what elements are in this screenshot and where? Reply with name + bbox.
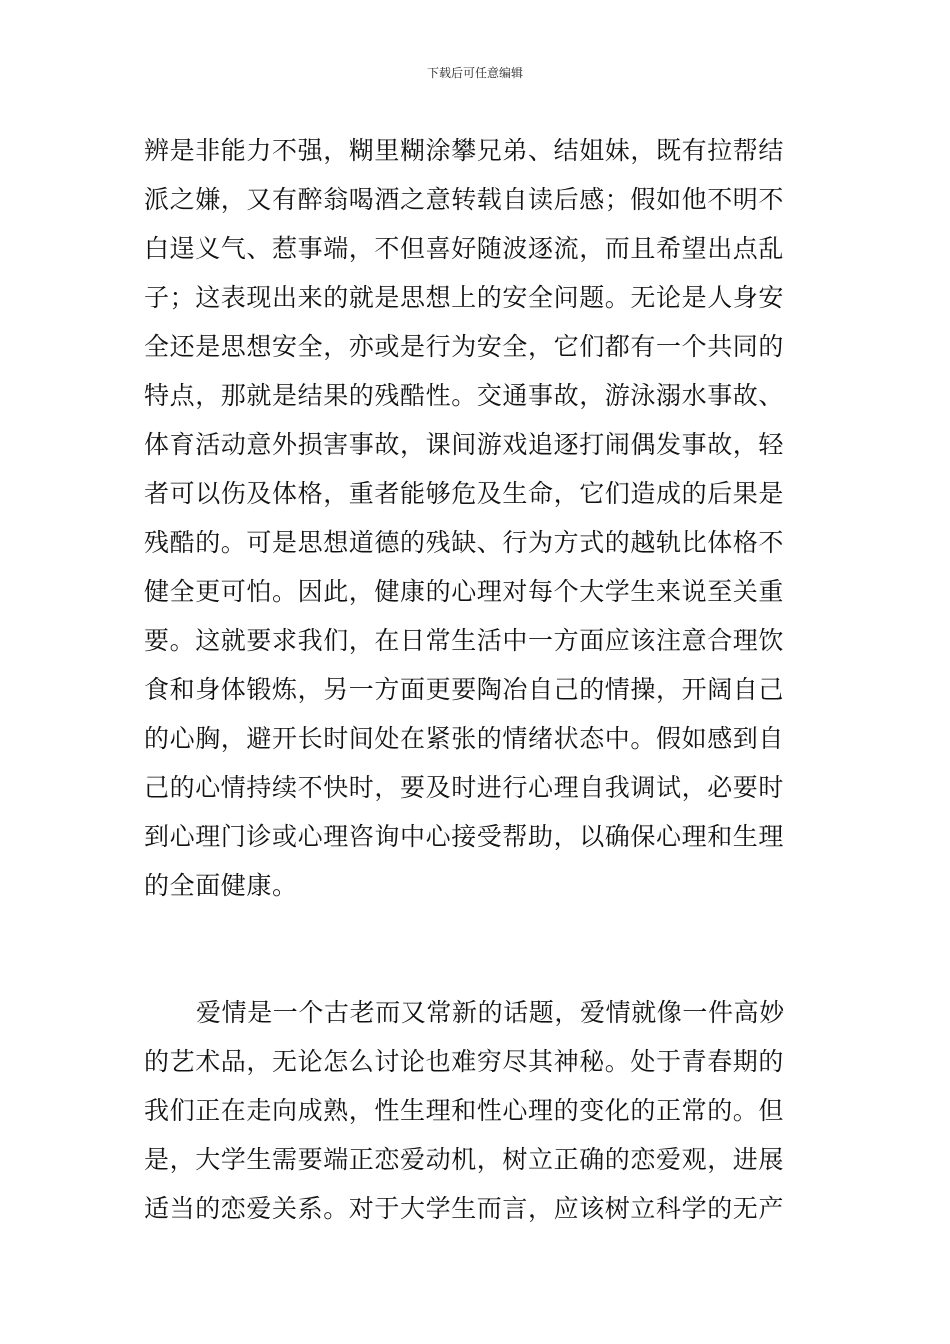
text-line: 子；这表现出来的就是思想上的安全问题。无论是人身安 — [144, 283, 785, 312]
text-line: 的艺术品，无论怎么讨论也难穷尽其神秘。处于青春期的 — [144, 1047, 785, 1076]
page-header: 下载后可任意编辑 — [426, 66, 523, 80]
paragraph-2 — [144, 988, 808, 1233]
text-line: 要。这就要求我们，在日常生活中一方面应该注意合理饮 — [144, 626, 785, 655]
text-line: 爱情是一个古老而又常新的话题，爱情就像一件高妙 — [196, 998, 785, 1027]
text-line: 者可以伤及体格，重者能够危及生命，它们造成的后果是 — [144, 479, 785, 508]
document-body — [144, 126, 808, 1233]
text-line: 全还是思想安全，亦或是行为安全，它们都有一个共同的 — [144, 332, 785, 361]
text-line: 的全面健康。 — [144, 871, 298, 900]
text-line: 己的心情持续不快时，要及时进行心理自我调试，必要时 — [144, 773, 785, 802]
text-line: 体育活动意外损害事故，课间游戏追逐打闹偶发事故，轻 — [144, 430, 785, 459]
text-line: 残酷的。可是思想道德的残缺、行为方式的越轨比体格不 — [144, 528, 785, 557]
text-line: 食和身体锻炼，另一方面更要陶冶自己的情操，开阔自己 — [144, 675, 785, 704]
text-line: 白逞义气、惹事端，不但喜好随波逐流，而且希望出点乱 — [144, 234, 785, 263]
text-line: 特点，那就是结果的残酷性。交通事故，游泳溺水事故、 — [144, 381, 785, 410]
text-line: 适当的恋爱关系。对于大学生而言，应该树立科学的无产 — [144, 1194, 785, 1223]
text-line: 是，大学生需要端正恋爱动机，树立正确的恋爱观，进展 — [144, 1145, 785, 1174]
text-line: 健全更可怕。因此，健康的心理对每个大学生来说至关重 — [144, 577, 785, 606]
text-line: 的心胸，避开长时间处在紧张的情绪状态中。假如感到自 — [144, 724, 785, 753]
text-line: 辨是非能力不强，糊里糊涂攀兄弟、结姐妹，既有拉帮结 — [144, 136, 785, 165]
paragraph-spacer — [144, 910, 808, 988]
text-line: 到心理门诊或心理咨询中心接受帮助，以确保心理和生理 — [144, 822, 785, 851]
text-line: 我们正在走向成熟，性生理和性心理的变化的正常的。但 — [144, 1096, 785, 1125]
text-line: 派之嫌，又有醉翁喝酒之意转载自读后感；假如他不明不 — [144, 185, 785, 214]
paragraph-1 — [144, 126, 808, 910]
